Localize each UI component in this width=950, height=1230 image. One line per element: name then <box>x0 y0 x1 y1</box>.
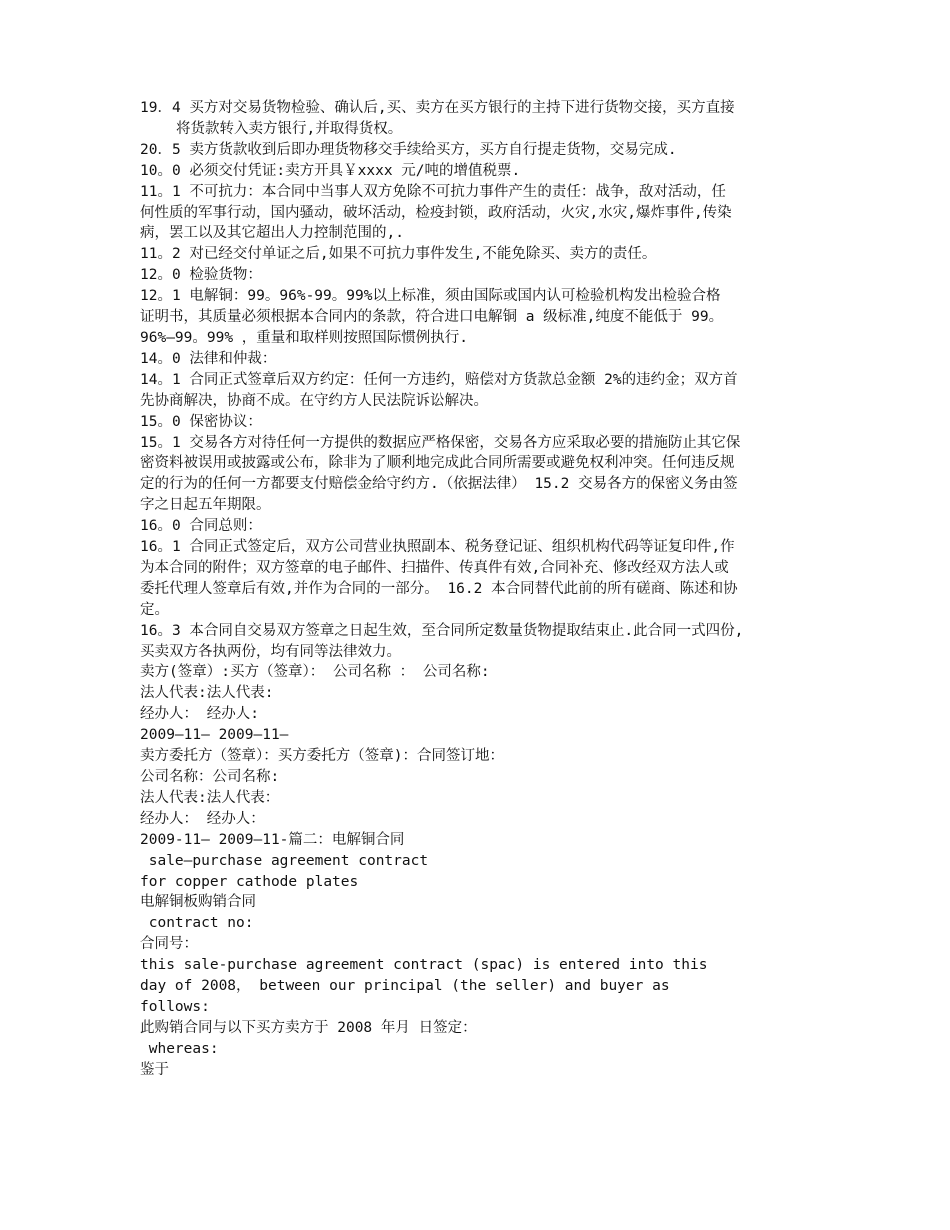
signature-parties: 卖方(签章）:买方（签章）： 公司名称 ： 公司名称: <box>140 664 490 681</box>
document-body <box>140 98 830 1081</box>
contract-no-label: contract no: <box>140 915 254 932</box>
english-title-2: for copper cathode plates <box>140 873 359 890</box>
clause-15-1-cont-3: 字之日起五年期限。 <box>140 497 271 514</box>
clause-16-3: 16。3 本合同自交易双方签章之日起生效，至合同所定数量货物提取结束止.此合同一式四份, <box>140 622 744 639</box>
english-title-1: sale—purchase agreement contract <box>140 852 429 869</box>
clause-11-1-cont-1: 何性质的军事行动，国内骚动，破坏活动，检疫封锁，政府活动，火灾,水灾,爆炸事件,传染 <box>140 204 732 221</box>
clause-16-1-cont-2: 委托代理人签章后有效,并作为合同的一部分。 16.2 本合同替代此前的所有磋商、陈述和协 <box>140 580 738 597</box>
clause-12-1-cont-1: 证明书，其质量必须根据本合同内的条款，符合进口电解铜 a 级标准,纯度不能低于 99。 <box>140 309 724 326</box>
whereas-english: whereas: <box>140 1040 219 1057</box>
intro-english-3: follows: <box>140 998 210 1015</box>
intro-chinese: 此购销合同与以下买方卖方于 2008 年月 日签定： <box>140 1019 477 1036</box>
clause-11-1: 11。1 不可抗力：本合同中当事人双方免除不可抗力事件产生的责任：战争，敌对活动，任 <box>140 183 726 200</box>
clause-14-1: 14。1 合同正式签章后双方约定：任何一方违约，赔偿对方货款总金额 2%的违约金；双方首 <box>140 371 738 388</box>
contract-no-label-cn: 合同号： <box>140 936 198 953</box>
clause-19-4-cont: 将货款转入卖方银行,并取得货权。 <box>176 120 403 137</box>
clause-15-0: 15。0 保密协议： <box>140 413 262 430</box>
clause-19-4: 19．4 买方对交易货物检验、确认后,买、卖方在买方银行的主持下进行货物交接，买方直接 <box>140 100 735 116</box>
clause-16-1-cont-1: 为本合同的附件；双方签章的电子邮件、扫描件、传真件有效,合同补充、修改经双方法人或 <box>140 559 729 576</box>
clause-16-1-cont-3: 定。 <box>140 601 169 618</box>
intro-english-2: day of 2008， between our principal (the seller) and buyer as <box>140 978 670 995</box>
signature-handler-2: 经办人： 经办人： <box>140 810 265 827</box>
clause-16-0: 16。0 合同总则： <box>140 518 262 535</box>
clause-15-1-cont-2: 定的行为的任何一方都要支付赔偿金给守约方.（依据法律） 15.2 交易各方的保密义务由签 <box>140 476 738 493</box>
clause-12-1: 12。1 电解铜：99。96%-99。99%以上标准，须由国际或国内认可检验机构发出检验合格 <box>140 288 721 305</box>
signature-company-name: 公司名称：公司名称: <box>140 769 280 785</box>
clause-10-0: 10。0 必须交付凭证:卖方开具￥xxxx 元/吨的增值税票. <box>140 162 521 179</box>
clause-15-1-cont-1: 密资料被误用或披露或公布，除非为了顺利地完成此合同所需要或避免权利冲突。任何违反规 <box>140 455 735 472</box>
signature-principals: 卖方委托方（签章）：买方委托方（签章)：合同签订地： <box>140 748 504 765</box>
signature-legal-rep: 法人代表:法人代表: <box>140 685 274 702</box>
intro-english-1: this sale-purchase agreement contract (spac) is entered into this <box>140 957 708 974</box>
clause-12-1-cont-2: 96%—99。99% ，重量和取样则按照国际惯例执行. <box>140 329 469 346</box>
clause-11-2: 11。2 对已经交付单证之后,如果不可抗力事件发生,不能免除买、卖方的责任。 <box>140 246 657 263</box>
clause-14-1-cont: 先协商解决，协商不成。在守约方人民法院诉讼解决。 <box>140 392 488 409</box>
clause-15-1: 15。1 交易各方对待任何一方提供的数据应严格保密，交易各方应采取必要的措施防止其它保 <box>140 434 741 451</box>
clause-16-1: 16。1 合同正式签定后，双方公司营业执照副本、税务登记证、组织机构代码等证复印件,作 <box>140 539 735 556</box>
clause-16-3-cont: 买卖双方各执两份，均有同等法律效力。 <box>140 643 401 660</box>
whereas-chinese: 鉴于 <box>140 1061 169 1078</box>
clause-11-1-cont-2: 病，罢工以及其它超出人力控制范围的,. <box>140 225 404 242</box>
signature-date-2: 2009-11— 2009—11-篇二：电解铜合同 <box>140 831 405 848</box>
clause-14-0: 14。0 法律和仲裁： <box>140 350 277 367</box>
signature-legal-rep-2: 法人代表:法人代表： <box>140 789 280 806</box>
clause-20-5: 20．5 卖方货款收到后即办理货物移交手续给买方，买方自行提走货物，交易完成. <box>140 141 677 158</box>
signature-handler: 经办人： 经办人: <box>140 706 259 723</box>
clause-12-0: 12。0 检验货物： <box>140 267 262 284</box>
signature-date: 2009—11— 2009—11— <box>140 727 289 744</box>
chinese-title: 电解铜板购销合同 <box>140 894 256 911</box>
